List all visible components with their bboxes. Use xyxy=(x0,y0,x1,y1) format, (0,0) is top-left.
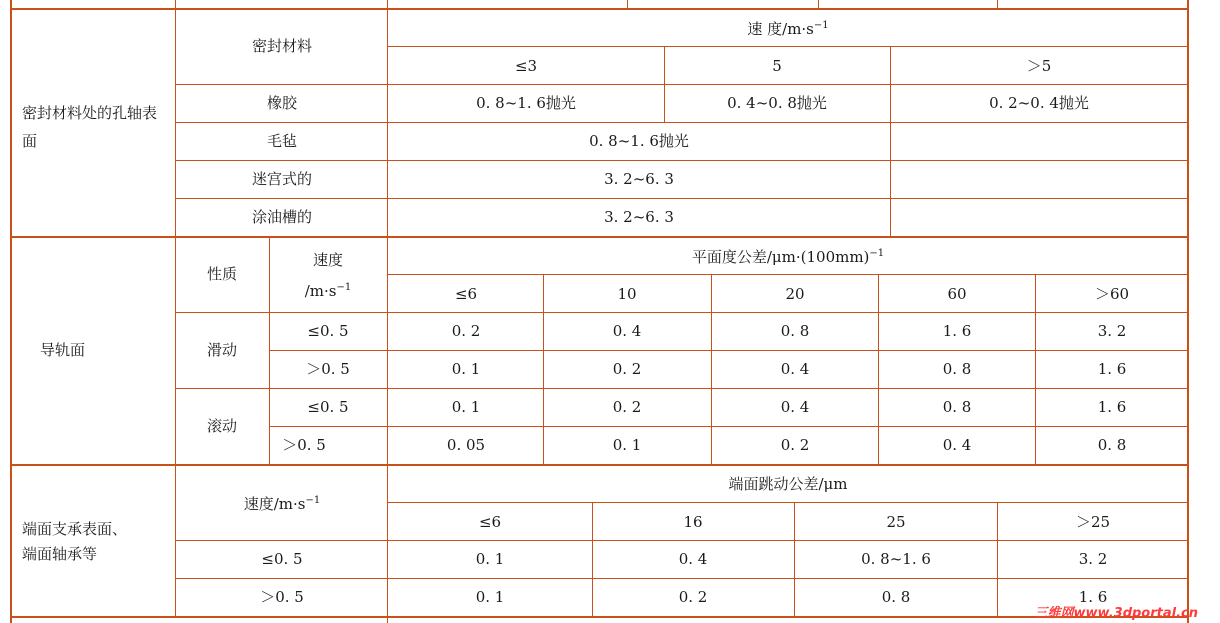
end-tol-col: ≤6 xyxy=(478,513,502,531)
guide-cell: 0. 1 xyxy=(451,360,481,378)
table-line xyxy=(10,8,1189,10)
table-line xyxy=(10,616,1189,618)
guide-cell: 0. 2 xyxy=(612,398,642,416)
guide-nature-label: 滑动 xyxy=(206,341,238,359)
guide-speed-unit xyxy=(305,282,352,300)
guide-nature-label: 滚动 xyxy=(206,417,238,435)
table-line xyxy=(175,84,1189,85)
table-line xyxy=(878,275,879,465)
table-line xyxy=(175,122,1189,123)
end-category-label-line1: 端面支承表面、 xyxy=(22,520,128,538)
end-speed-label: ≤0. 5 xyxy=(261,550,303,568)
seal-speed-header-exp: −1 xyxy=(813,20,829,31)
seal-material-name: 迷宫式的 xyxy=(251,170,313,188)
seal-speed-col: 5 xyxy=(772,57,782,75)
end-cell: 0. 2 xyxy=(678,588,708,606)
table-line xyxy=(269,426,1189,427)
guide-speed-label: ＞0. 5 xyxy=(282,436,326,454)
guide-speed-unit-text: /m·s xyxy=(304,282,337,300)
seal-material-name: 毛毡 xyxy=(266,132,298,150)
seal-category-label: 密封材料处的孔轴表面 xyxy=(22,104,158,150)
seal-material-name: 橡胶 xyxy=(266,94,298,112)
end-cell: 3. 2 xyxy=(1078,550,1108,568)
guide-cell: 0. 8 xyxy=(780,322,810,340)
table-line xyxy=(890,47,891,237)
guide-cell: 1. 6 xyxy=(1097,360,1127,378)
end-speed-header xyxy=(244,495,321,513)
guide-cell: 1. 6 xyxy=(1097,398,1127,416)
end-cell: 0. 8 xyxy=(881,588,911,606)
table-line xyxy=(388,46,1189,47)
end-runout-header: 端面跳动公差/μm xyxy=(728,475,848,493)
table-line xyxy=(388,274,1189,275)
table-line xyxy=(387,0,388,623)
table-line xyxy=(794,503,795,618)
table-line xyxy=(175,312,1189,313)
end-speed-label: ＞0. 5 xyxy=(260,588,304,606)
end-cell: 1. 6 xyxy=(1078,588,1108,606)
table-line xyxy=(175,578,1189,579)
guide-speed-header: 速度 xyxy=(312,251,344,269)
guide-nature-header: 性质 xyxy=(206,265,238,283)
guide-cell: 0. 8 xyxy=(942,360,972,378)
guide-cell: 0. 05 xyxy=(446,436,486,454)
end-tol-col: 25 xyxy=(886,513,906,531)
guide-tol-col: ＞60 xyxy=(1094,285,1130,303)
guide-flatness-header xyxy=(692,248,884,266)
seal-cell: 3. 2~6. 3 xyxy=(604,208,674,226)
table-line xyxy=(269,350,1189,351)
end-speed-header-text: 速度/m·s xyxy=(243,495,306,513)
table-line xyxy=(997,0,998,10)
seal-material-header: 密封材料 xyxy=(251,37,313,55)
end-cell: 0. 8~1. 6 xyxy=(861,550,931,568)
guide-cell: 0. 8 xyxy=(942,398,972,416)
table-line xyxy=(388,502,1189,503)
seal-cell: 0. 8~1. 6抛光 xyxy=(589,132,689,150)
end-tol-col: 16 xyxy=(683,513,703,531)
guide-tol-col: 20 xyxy=(785,285,805,303)
guide-category-label: 导轨面 xyxy=(40,341,86,359)
table-line xyxy=(711,275,712,465)
table-line xyxy=(175,0,176,10)
guide-cell: 0. 4 xyxy=(942,436,972,454)
table-line xyxy=(627,0,628,10)
guide-speed-label: ≤0. 5 xyxy=(307,398,349,416)
guide-tol-col: 60 xyxy=(947,285,967,303)
table-line xyxy=(818,0,819,10)
table-line xyxy=(10,236,1189,238)
guide-tol-col: 10 xyxy=(617,285,637,303)
table-line xyxy=(997,503,998,618)
table-line xyxy=(543,275,544,465)
guide-flatness-header-exp: −1 xyxy=(869,248,885,259)
seal-speed-col: ＞5 xyxy=(1026,57,1052,75)
guide-cell: 0. 1 xyxy=(612,436,642,454)
seal-cell: 3. 2~6. 3 xyxy=(604,170,674,188)
guide-speed-label: ＞0. 5 xyxy=(306,360,350,378)
guide-cell: 0. 2 xyxy=(780,436,810,454)
seal-speed-header-text: 速 度/m·s xyxy=(747,20,814,38)
guide-cell: 0. 4 xyxy=(780,398,810,416)
seal-cell: 0. 8~1. 6抛光 xyxy=(476,94,576,112)
guide-cell: 0. 4 xyxy=(780,360,810,378)
guide-cell: 0. 1 xyxy=(451,398,481,416)
table-line xyxy=(175,160,1189,161)
table-line xyxy=(664,47,665,123)
guide-flatness-header-text: 平面度公差/μm·(100mm) xyxy=(691,248,870,266)
seal-speed-col: ≤3 xyxy=(514,57,538,75)
table-line xyxy=(269,237,270,465)
table-line xyxy=(175,198,1189,199)
seal-speed-header xyxy=(747,20,828,38)
guide-tol-col: ≤6 xyxy=(454,285,478,303)
table-line xyxy=(175,10,176,618)
end-cell: 0. 1 xyxy=(475,550,505,568)
end-category-label-line2: 端面轴承等 xyxy=(22,545,98,563)
guide-cell: 3. 2 xyxy=(1097,322,1127,340)
end-speed-header-exp: −1 xyxy=(305,495,321,506)
seal-material-name: 涂油槽的 xyxy=(251,208,313,226)
guide-cell: 0. 2 xyxy=(451,322,481,340)
table-line xyxy=(10,0,12,623)
guide-speed-label: ≤0. 5 xyxy=(307,322,349,340)
watermark: 三维网www.3dportal.cn xyxy=(1034,606,1198,621)
end-tol-col: ＞25 xyxy=(1075,513,1111,531)
guide-cell: 0. 8 xyxy=(1097,436,1127,454)
seal-cell: 0. 4~0. 8抛光 xyxy=(727,94,827,112)
guide-cell: 0. 2 xyxy=(612,360,642,378)
end-cell: 0. 4 xyxy=(678,550,708,568)
table-line xyxy=(1035,275,1036,465)
seal-cell: 0. 2~0. 4抛光 xyxy=(989,94,1089,112)
guide-cell: 0. 4 xyxy=(612,322,642,340)
table-line xyxy=(1187,0,1189,623)
table-line xyxy=(592,503,593,618)
table-line xyxy=(10,464,1189,466)
table-line xyxy=(175,388,1189,389)
end-cell: 0. 1 xyxy=(475,588,505,606)
guide-cell: 1. 6 xyxy=(942,322,972,340)
table-line xyxy=(175,540,1189,541)
guide-speed-unit-exp: −1 xyxy=(336,282,352,293)
